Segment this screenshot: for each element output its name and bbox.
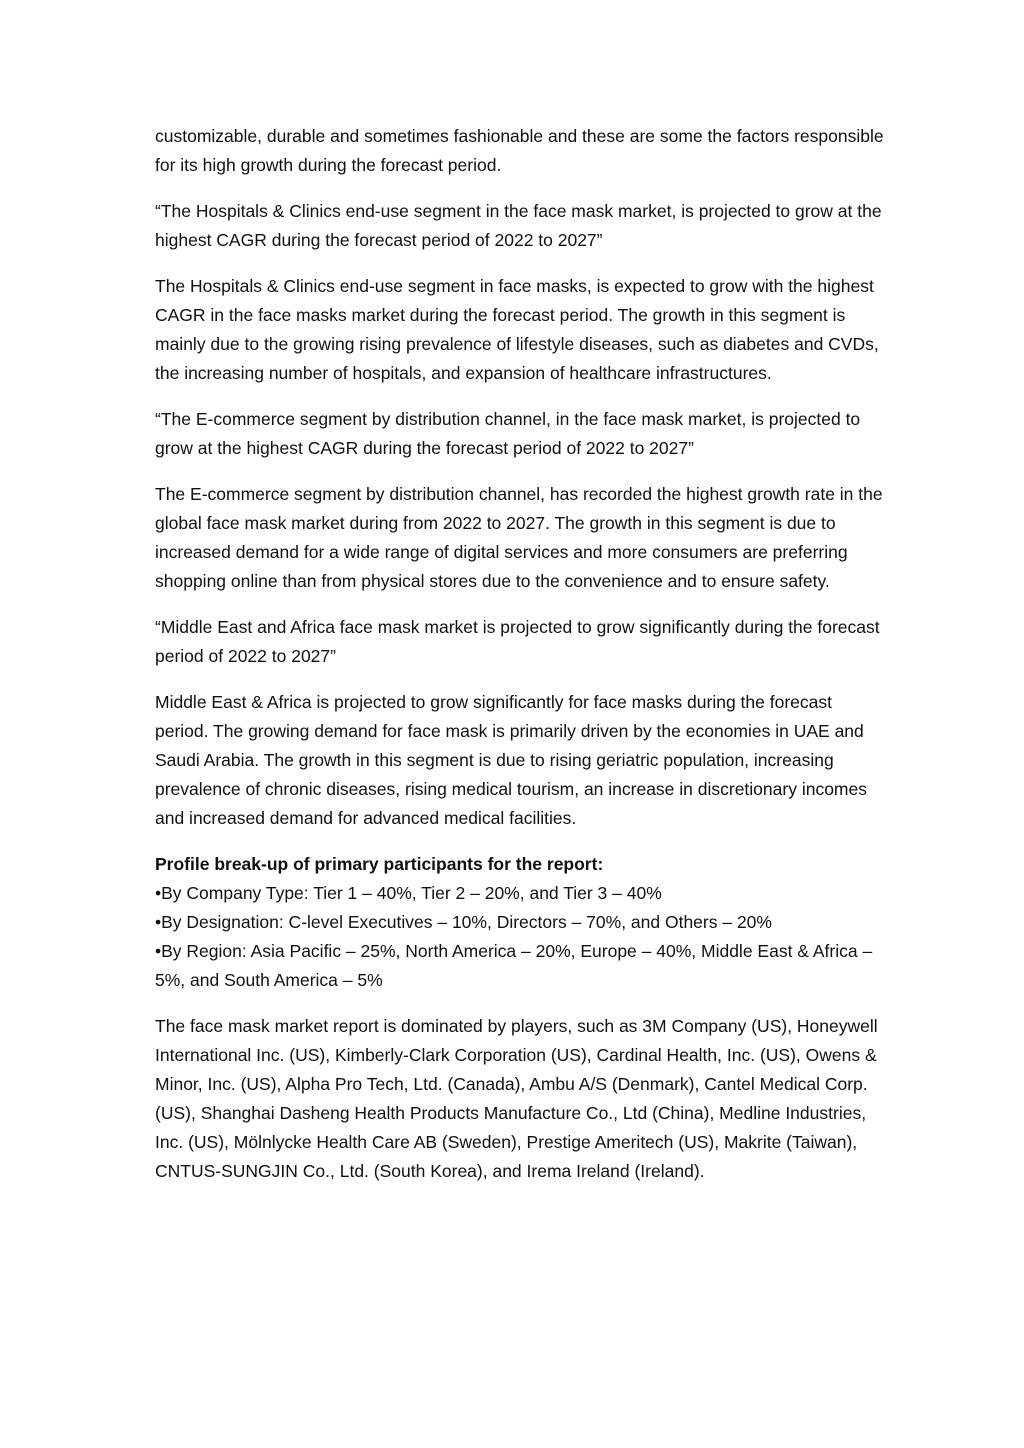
paragraph-key-players: The face mask market report is dominated by players, such as 3M Company (US), Honeywell International Inc. (US), Kimberly-Clark Corporation (US), Cardinal Health, Inc. (US), Owens & Minor, Inc. (US), Alpha Pro Tech, Ltd. (Canada), Ambu A/S (Denmark), Cantel Medical Corp. (US), Shanghai Dasheng Health Products Manufacture Co., Ltd (China), Medline Industries, Inc. (US), Mölnlycke Health Care AB (Sweden), Prestige Ameritech (US), Makrite (Taiwan), CNTUS-SUNGJIN Co., Ltd. (South Korea), and Irema Ireland (Ireland). [155, 1016, 878, 1181]
paragraph-mea-body: Middle East & Africa is projected to grow significantly for face masks during the forecast period. The growing demand for face mask is primarily driven by the economies in UAE and Saudi Arabia. The growth in this segment is due to rising geriatric population, increasing prevalence of chronic diseases, rising medical tourism, an increase in discretionary incomes and increased demand for advanced medical facilities. [155, 692, 867, 828]
paragraph-ecommerce-heading-quote: “The E-commerce segment by distribution channel, in the face mask market, is projected to grow at the highest CAGR during the forecast period of 2022 to 2027” [155, 409, 861, 458]
bullet-company-type: •By Company Type: Tier 1 – 40%, Tier 2 – 20%, and Tier 3 – 40% [155, 883, 662, 903]
paragraph-intro-continued: customizable, durable and sometimes fashionable and these are some the factors responsible for its high growth during the forecast period. [155, 126, 884, 175]
paragraph-mea-heading-quote: “Middle East and Africa face mask market is projected to grow significantly during the forecast period of 2022 to 2027” [155, 617, 880, 666]
profile-breakup-heading: Profile break-up of primary participants for the report: [155, 854, 604, 874]
profile-breakup-section [155, 850, 885, 995]
paragraph-ecommerce-body: The E-commerce segment by distribution channel, has recorded the highest growth rate in the global face mask market during from 2022 to 2027. The growth in this segment is due to increased demand for a wide range of digital services and more consumers are preferring shopping online than from physical stores due to the convenience and to ensure safety. [155, 484, 883, 591]
bullet-designation: •By Designation: C-level Executives – 10%, Directors – 70%, and Others – 20% [155, 912, 772, 932]
bullet-region: •By Region: Asia Pacific – 25%, North America – 20%, Europe – 40%, Middle East & Africa –5%, and South America – 5% [155, 941, 873, 990]
paragraph-hospitals-heading-quote: “The Hospitals & Clinics end-use segment in the face mask market, is projected to grow at the highest CAGR during the forecast period of 2022 to 2027” [155, 201, 882, 250]
paragraph-hospitals-body: The Hospitals & Clinics end-use segment in face masks, is expected to grow with the highest CAGR in the face masks market during the forecast period. The growth in this segment is mainly due to the growing rising prevalence of lifestyle diseases, such as diabetes and CVDs, the increasing number of hospitals, and expansion of healthcare infrastructures. [155, 276, 879, 383]
document-page [155, 122, 885, 1203]
